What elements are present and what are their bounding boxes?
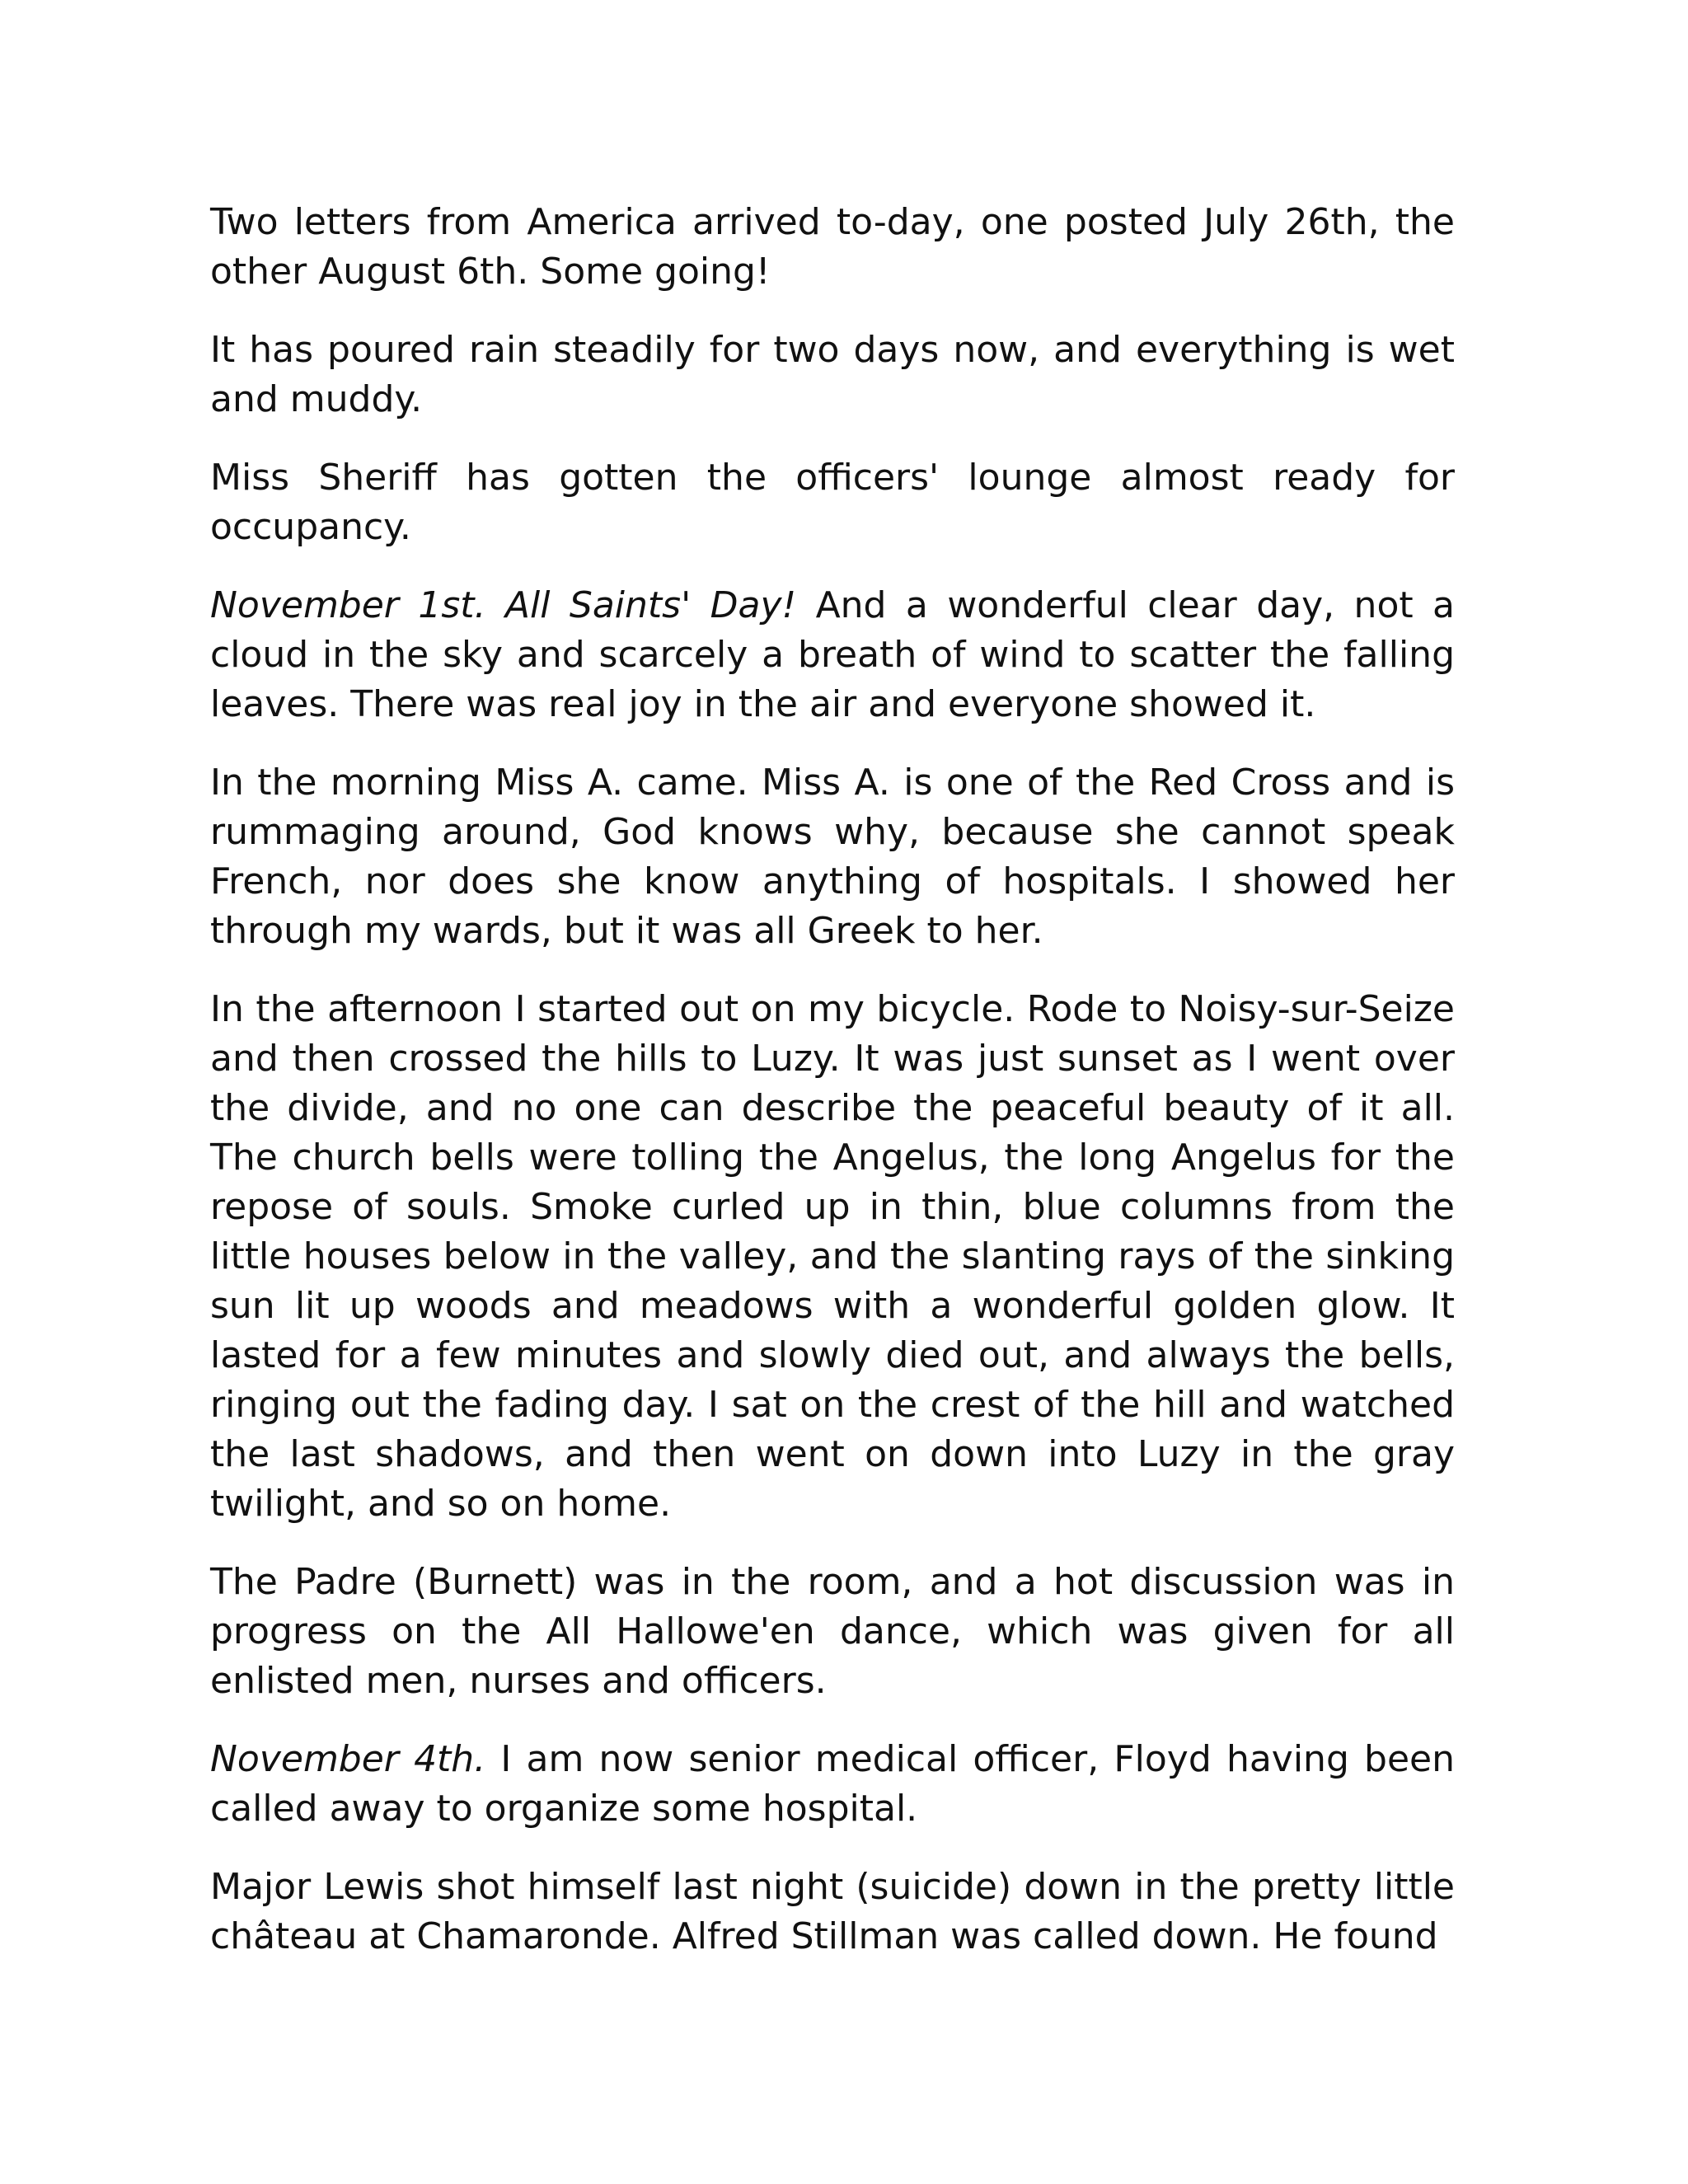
- paragraph-4: [210, 581, 1455, 729]
- paragraph-2: [210, 326, 1455, 424]
- paragraph-7: [210, 1558, 1455, 1706]
- date-heading-november-1: November 1st. All Saints' Day!: [210, 584, 797, 626]
- body-text: [210, 198, 1455, 1990]
- paragraph-text: It has poured rain steadily for two days now, and everything is wet and muddy.: [210, 329, 1455, 420]
- paragraph-text: In the morning Miss A. came. Miss A. is one of the Red Cross and is rummaging around, God knows why, because she cannot speak French, nor does she know anything of hospitals. I showed her through my wards, but it was all Greek to her.: [210, 762, 1455, 952]
- paragraph-text: And a wonderful clear day, not a cloud in the sky and scarcely a breath of wind to scatter the falling leaves. There was real joy in the air and everyone showed it.: [210, 584, 1456, 725]
- paragraph-1: [210, 198, 1455, 297]
- paragraph-text: The Padre (Burnett) was in the room, and a hot discussion was in progress on the All Hallowe'en dance, which was given for all enlisted men, nurses and officers.: [210, 1561, 1455, 1702]
- paragraph-9: [210, 1863, 1455, 1961]
- paragraph-8: [210, 1735, 1455, 1834]
- paragraph-text: In the afternoon I started out on my bicycle. Rode to Noisy-sur-Seize and then crossed the hills to Luzy. It was just sunset as I went over the divide, and no one can describe the peaceful beauty of it all. The church bells were tolling the Angelus, the long Angelus for the repose of souls. Smoke curled up in thin, blue columns from the little houses below in the valley, and the slanting rays of the sinking sun lit up woods and meadows with a wonderful golden glow. It lasted for a few minutes and slowly died out, and always the bells, ringing out the fading day. I sat on the crest of the hill and watched the last shadows, and then went on down into Luzy in the gray twilight, and so on home.: [210, 988, 1455, 1525]
- paragraph-6: [210, 985, 1455, 1529]
- paragraph-3: [210, 453, 1455, 552]
- paragraph-text: Major Lewis shot himself last night (suicide) down in the pretty little château at Chamaronde. Alfred Stillman was called down. He found: [210, 1866, 1455, 1957]
- date-heading-november-4: November 4th.: [210, 1738, 486, 1780]
- paragraph-5: [210, 758, 1455, 956]
- paragraph-text: Miss Sheriff has gotten the officers' lounge almost ready for occupancy.: [210, 457, 1455, 548]
- paragraph-text: Two letters from America arrived to-day, one posted July 26th, the other August 6th. Some going!: [210, 201, 1455, 293]
- paragraph-text: I am now senior medical officer, Floyd having been called away to organize some hospital.: [210, 1738, 1456, 1830]
